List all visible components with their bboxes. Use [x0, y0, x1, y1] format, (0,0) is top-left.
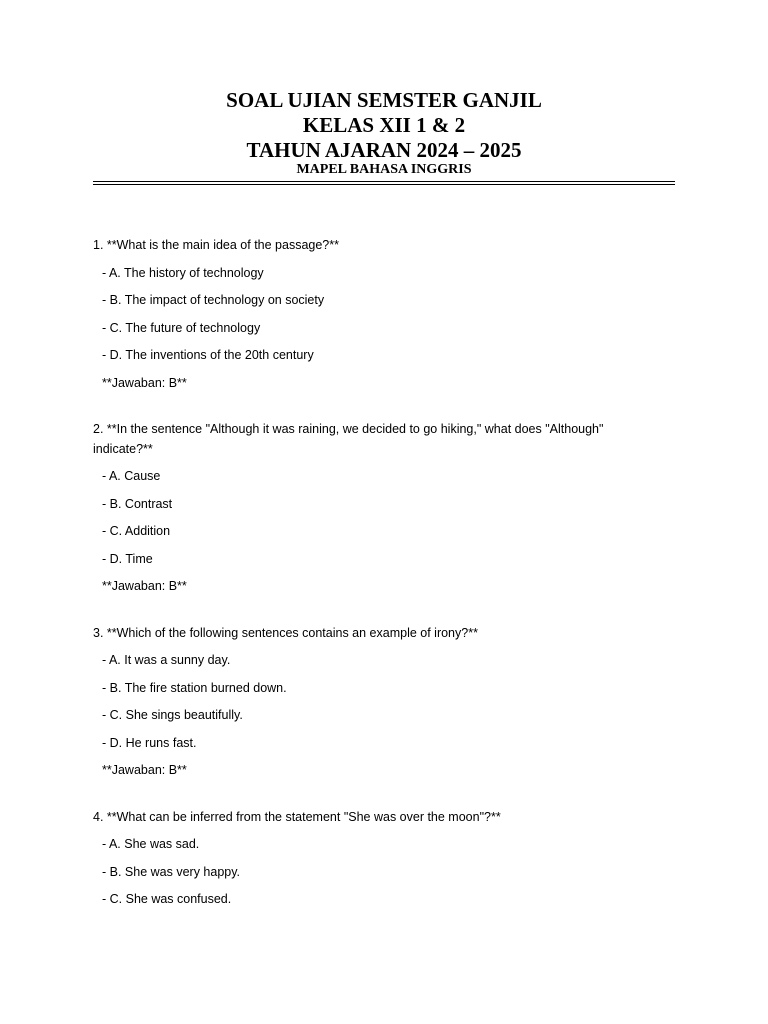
option-a: - A. The history of technology — [102, 265, 264, 280]
option-b: - B. The impact of technology on society — [102, 293, 325, 307]
question-list — [93, 236, 653, 937]
option-b: - B. Contrast — [102, 496, 173, 511]
header-divider-bottom — [93, 184, 675, 185]
answer-key: **Jawaban: B** — [102, 763, 187, 777]
question-text: 4. **What can be inferred from the statement "She was over the moon"?** — [93, 809, 501, 824]
question-text: 1. **What is the main idea of the passage?** — [93, 238, 339, 252]
class-label: KELAS XII 1 & 2 — [302, 113, 466, 137]
option-a: - A. She was sad. — [102, 837, 200, 851]
question-text: 2. **In the sentence "Although it was raining, we decided to go hiking," what does "Although" indicate?** — [93, 422, 604, 456]
header-divider-top — [93, 181, 675, 182]
option-c: - C. She was confused. — [102, 892, 232, 906]
question-2 — [93, 420, 653, 597]
question-text: 3. **Which of the following sentences contains an example of irony?** — [93, 625, 478, 640]
option-c: - C. Addition — [102, 524, 171, 538]
option-b: - B. She was very happy. — [102, 864, 241, 879]
answer-key: **Jawaban: B** — [102, 375, 187, 390]
option-c: - C. The future of technology — [102, 320, 261, 335]
subject-label: MAPEL BAHASA INGGRIS — [296, 162, 472, 177]
option-c: - C. She sings beautifully. — [102, 708, 243, 722]
exam-title: SOAL UJIAN SEMSTER GANJIL — [226, 88, 542, 112]
academic-year: TAHUN AJARAN 2024 – 2025 — [246, 138, 522, 162]
option-a: - A. It was a sunny day. — [102, 653, 231, 667]
question-4 — [93, 808, 653, 910]
answer-key: **Jawaban: B** — [102, 579, 187, 593]
option-b: - B. The fire station burned down. — [102, 680, 287, 695]
option-a: - A. Cause — [102, 469, 161, 483]
question-1 — [93, 236, 653, 393]
option-d: - D. Time — [102, 551, 153, 566]
option-d: - D. He runs fast. — [102, 735, 197, 750]
question-3 — [93, 624, 653, 781]
exam-header — [93, 88, 675, 178]
option-d: - D. The inventions of the 20th century — [102, 348, 314, 362]
